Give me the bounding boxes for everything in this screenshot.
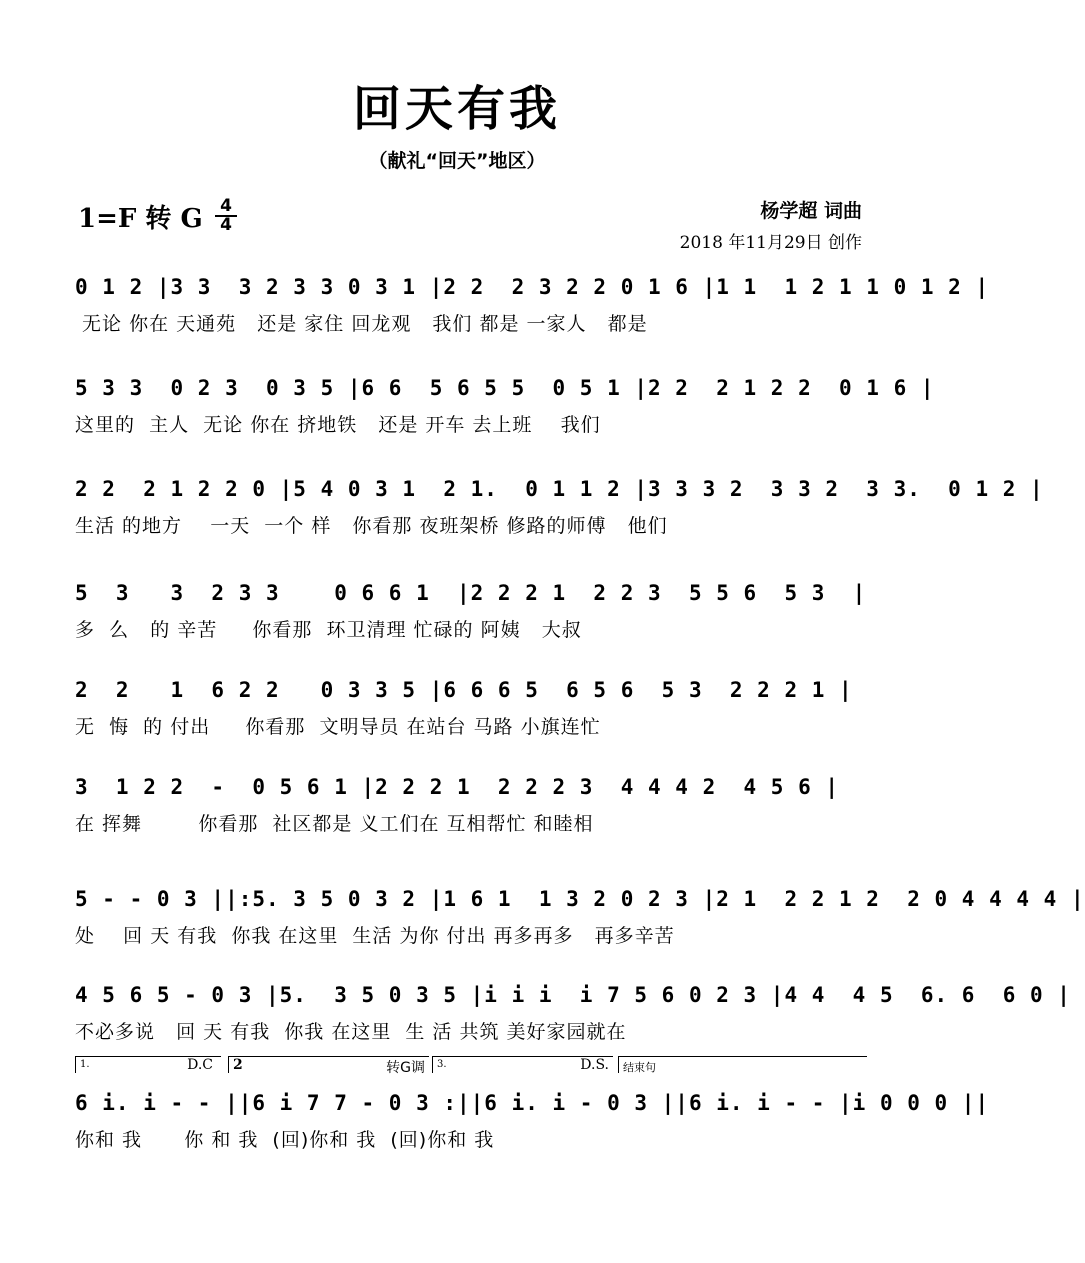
score-system-7 (0, 884, 1085, 974)
notation-line (75, 772, 865, 812)
lyrics-line: 无 悔 的 付出 你看那 文明导员 在站台 马路 小旗连忙 (75, 716, 601, 738)
lyrics-line: 无论 你在 天通苑 还是 家住 回龙观 我们 都是 一家人 都是 (75, 313, 648, 335)
score-system-4 (0, 578, 914, 668)
score-system-1 (0, 272, 990, 362)
volta-first-ending (75, 1056, 221, 1073)
time-signature (215, 198, 237, 234)
score-system-2 (0, 373, 935, 463)
time-denominator: 4 (220, 215, 232, 235)
notes-text: 2 2 1 6 2 2 0 3 3 5 |6 6 6 5 6 5 6 5 3 2 2 2 1 | (75, 678, 853, 702)
volta-first-mark: D.C (187, 1057, 213, 1073)
volta-ending-section (618, 1056, 867, 1073)
volta-third-mark: D.S. (580, 1057, 609, 1073)
lyrics-line: 处 回 天 有我 你我 在这里 生活 为你 付出 再多再多 再多辛苦 (75, 925, 675, 947)
score-system-3 (0, 474, 1044, 564)
notes-text: 2 2 2 1 2 2 0 |5 4 0 3 1 2 1. 0 1 1 2 |3 3 3 2 3 3 2 3 3. 0 1 2 | (75, 477, 1044, 501)
volta-first-label: 1. (80, 1059, 90, 1070)
notes-text: 5 3 3 2 3 3 0 6 6 1 |2 2 2 1 2 2 3 5 5 6 5 3 | (75, 581, 867, 605)
notation-line (75, 272, 990, 312)
score-system-9 (0, 1088, 990, 1178)
lyrics-line: 生活 的地方 一天 一个 样 你看那 夜班架桥 修路的师傅 他们 (75, 515, 668, 537)
notes-text: 5 3 3 0 2 3 0 3 5 |6 6 5 6 5 5 0 5 1 |2 2 2 1 2 2 0 1 6 | (75, 376, 935, 400)
notes-text: 4 5 6 5 - 0 3 |5. 3 5 0 3 5 |i i i i 7 5 6 0 2 3 |4 4 4 5 6. 6 6 0 | (75, 983, 1071, 1007)
notes-text: 6 i. i - - ||6 i 7 7 - 0 3 :||6 i. i - 0 3 ||6 i. i - - |i 0 0 0 || (75, 1091, 990, 1115)
notation-line (75, 675, 865, 715)
notation-line (75, 980, 1071, 1020)
score-system-6 (0, 772, 914, 862)
lyrics-line: 多 么 的 辛苦 你看那 环卫清理 忙碌的 阿姨 大叔 (75, 619, 582, 641)
creation-date: 2018 年11月29日 创作 (679, 233, 862, 253)
song-subtitle: （献礼“回天”地区） (368, 150, 546, 172)
notes-text: 3 1 2 2 - 0 5 6 1 |2 2 2 1 2 2 2 3 4 4 4 2 4 5 6 | (75, 775, 840, 799)
time-numerator: 4 (215, 198, 237, 217)
notes-text: 5 - - 0 3 ||:5. 3 5 0 3 2 |1 6 1 1 3 2 0 2 3 |2 1 2 2 1 2 2 0 4 4 4 4 | (75, 887, 1085, 911)
ending-label: 结束句 (623, 1061, 656, 1074)
notation-line (75, 578, 865, 618)
volta-third-ending (432, 1056, 613, 1073)
volta-second-mark: 转G调 (386, 1060, 425, 1076)
lyrics-line: 你和 我 你 和 我 (回)你和 我 (回)你和 我 (75, 1129, 495, 1151)
notation-line (75, 1088, 990, 1128)
notation-line (75, 474, 1044, 514)
notes-text: 0 1 2 |3 3 3 2 3 3 0 3 1 |2 2 2 3 2 2 0 1 6 |1 1 1 2 1 1 0 1 2 | (75, 275, 990, 299)
composer-credit: 杨学超 词曲 (760, 200, 862, 222)
notation-line (75, 373, 935, 413)
score-system-5 (0, 675, 914, 765)
notation-line (75, 884, 1085, 924)
lyrics-line: 在 挥舞 你看那 社区都是 义工们在 互相帮忙 和睦相 (75, 813, 594, 835)
volta-second-label: 2 (233, 1057, 243, 1073)
volta-second-ending (228, 1056, 429, 1076)
song-title: 回天有我 (352, 81, 561, 137)
lyrics-line: 这里的 主人 无论 你在 挤地铁 还是 开车 去上班 我们 (75, 414, 601, 436)
volta-third-label: 3. (437, 1059, 447, 1070)
key-signature: 1=F 转 G (78, 204, 203, 234)
lyrics-line: 不必多说 回 天 有我 你我 在这里 生 活 共筑 美好家园就在 (75, 1021, 627, 1043)
